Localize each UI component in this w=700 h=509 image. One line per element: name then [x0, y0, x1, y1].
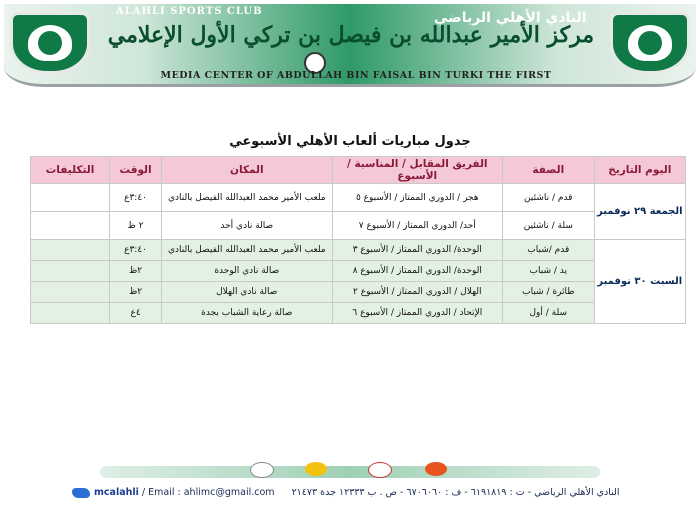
media-center-name-en: MEDIA CENTER OF ABDULLAH BIN FAISAL BIN TURKI THE FIRST — [160, 70, 552, 81]
time-cell: ٢ظ — [110, 261, 162, 282]
header-category: الصفة — [503, 157, 594, 184]
category-cell: طائرة / شباب — [503, 282, 594, 303]
venue-cell: صالة نادي أحد — [162, 212, 333, 240]
category-cell: سلة / ناشئين — [503, 212, 594, 240]
header-assign: التكليفات — [31, 157, 110, 184]
footer-contact — [72, 487, 632, 498]
assign-cell — [31, 212, 110, 240]
time-cell: ٣:٤٠ع — [110, 240, 162, 261]
time-cell: ٢ ظ — [110, 212, 162, 240]
club-logo-icon — [10, 12, 90, 74]
venue-cell: صالة نادي الهلال — [162, 282, 333, 303]
assign-cell — [31, 303, 110, 324]
table-row — [31, 184, 686, 212]
soccer-ball-icon — [250, 462, 274, 478]
twitter-handle: mcalahli — [94, 487, 139, 498]
opponent-cell: الإتحاد / الدوري الممتاز / الأسبوع ٦ — [332, 303, 503, 324]
assign-cell — [31, 261, 110, 282]
club-name-en: ALAHLI SPORTS CLUB — [116, 6, 263, 17]
email-text: / Email : ahlimc@gmail.com — [141, 487, 275, 498]
club-name-ar: النادي الأهلي الرياضي — [434, 10, 587, 26]
address-text: النادي الأهلي الرياضي - ت : ٦١٩١٨١٩ - ف : ٦٧٠٦٠٦٠ - ص . ب ١٢٣٣٣ جدة ٢١٤٧٣ — [291, 487, 620, 498]
header-opponent: الفريق المقابل / المناسبة / الأسبوع — [332, 157, 503, 184]
table-row — [31, 282, 686, 303]
table-header-row — [31, 157, 686, 184]
category-cell: قدم /شباب — [503, 240, 594, 261]
opponent-cell: الوحدة/ الدوري الممتاز / الأسبوع ٣ — [332, 240, 503, 261]
handball-icon — [368, 462, 392, 478]
venue-cell: ملعب الأمير محمد العبدالله الفيصل بالنادي — [162, 184, 333, 212]
media-center-name-ar: مركز الأمير عبدالله بن فيصل بن تركي الأول الإعلامي — [107, 22, 594, 48]
page-title: جدول مباريات ألعاب الأهلي الأسبوعي — [229, 134, 471, 149]
venue-cell: صالة رعاية الشباب بجدة — [162, 303, 333, 324]
opponent-cell: هجر / الدوري الممتاز / الأسبوع ٥ — [332, 184, 503, 212]
header-banner — [4, 4, 696, 87]
header-time: الوقت — [110, 157, 162, 184]
footer-divider — [100, 466, 600, 478]
assign-cell — [31, 184, 110, 212]
twitter-bird-icon — [72, 488, 90, 498]
table-row — [31, 240, 686, 261]
category-cell: قدم / ناشئين — [503, 184, 594, 212]
header-day: اليوم التاريخ — [594, 157, 685, 184]
day-cell: السبت ٣٠ نوفمبر — [594, 240, 685, 324]
venue-cell: ملعب الأمير محمد العبدالله الفيصل بالنادي — [162, 240, 333, 261]
club-logo-icon — [610, 12, 690, 74]
category-cell: سلة / أول — [503, 303, 594, 324]
table-row — [31, 212, 686, 240]
basketball-icon — [425, 462, 447, 476]
opponent-cell: الوحدة/ الدوري الممتاز / الأسبوع ٨ — [332, 261, 503, 282]
time-cell: ٣:٤٠ع — [110, 184, 162, 212]
schedule-table — [30, 156, 686, 324]
day-cell: الجمعة ٢٩ نوفمبر — [594, 184, 685, 240]
time-cell: ٢ظ — [110, 282, 162, 303]
assign-cell — [31, 240, 110, 261]
time-cell: ٤ع — [110, 303, 162, 324]
category-cell: يد / شباب — [503, 261, 594, 282]
opponent-cell: الهلال / الدوري الممتاز / الأسبوع ٢ — [332, 282, 503, 303]
header-venue: المكان — [162, 157, 333, 184]
opponent-cell: أحد/ الدوري الممتاز / الأسبوع ٧ — [332, 212, 503, 240]
table-row — [31, 303, 686, 324]
venue-cell: صالة نادي الوحدة — [162, 261, 333, 282]
table-row — [31, 261, 686, 282]
assign-cell — [31, 282, 110, 303]
volleyball-icon — [305, 462, 327, 476]
